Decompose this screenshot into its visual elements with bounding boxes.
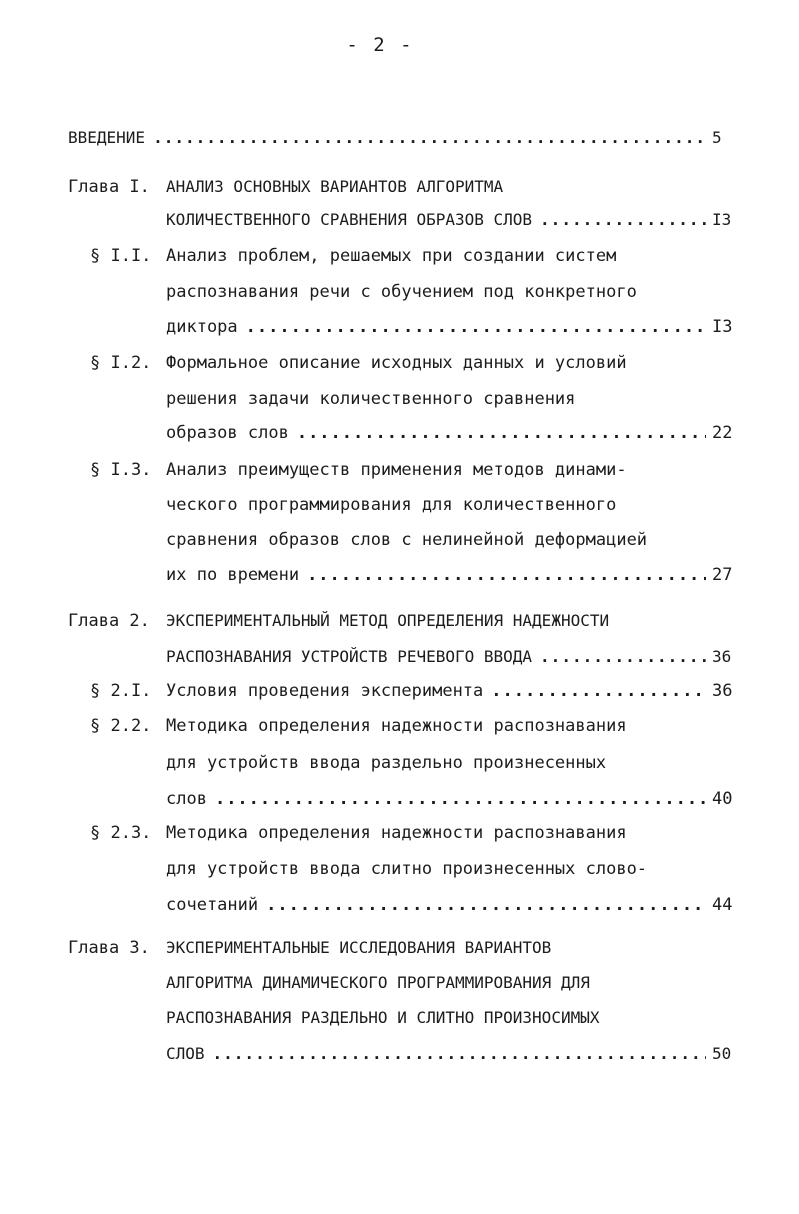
- toc-s23-line-3: сочетаний: [166, 895, 259, 915]
- toc-s13-page: 27: [712, 565, 733, 585]
- toc-ch2-title-line-2: РАСПОЗНАВАНИЯ УСТРОЙСТВ РЕЧЕВОГО ВВОДА: [166, 647, 533, 666]
- toc-entry-ch3: [166, 1041, 740, 1067]
- leader-dots: [540, 207, 706, 233]
- toc-s11-page: I3: [712, 317, 733, 337]
- leader-dots: [491, 678, 706, 704]
- toc-s12-line-1: Формальное описание исходных данных и условий: [166, 353, 627, 373]
- toc-s11-line-2: распознавания речи с обучением под конкретного: [166, 282, 637, 302]
- toc-s23-line-1: Методика определения надежности распознавания: [166, 823, 627, 843]
- toc-s13-line-4: их по времени: [166, 565, 300, 585]
- toc-s21-label: § 2.I.: [90, 681, 152, 701]
- toc-s22-line-3: слов: [166, 789, 207, 809]
- toc-entry-s12: [166, 420, 740, 446]
- toc-s21-page: 36: [712, 681, 733, 701]
- toc-ch2-label: Глава 2.: [68, 611, 150, 631]
- toc-s22-label: § 2.2.: [90, 716, 152, 736]
- toc-s13-line-3: сравнения образов слов с нелинейной деформацией: [166, 530, 648, 550]
- toc-entry-s11: [166, 314, 740, 340]
- toc-ch1-label: Глава I.: [68, 177, 150, 197]
- toc-s12-label: § I.2.: [90, 353, 152, 373]
- toc-entry-ch2: [166, 644, 740, 670]
- page-number: - 2 -: [346, 34, 414, 56]
- leader-dots: [297, 420, 706, 446]
- toc-s22-page: 40: [712, 789, 733, 809]
- toc-s21-line-1: Условия проведения эксперимента: [166, 681, 484, 701]
- toc-ch3-label: Глава 3.: [68, 938, 150, 958]
- toc-intro-title: ВВЕДЕНИЕ: [68, 128, 146, 147]
- toc-ch3-title-line-1: ЭКСПЕРИМЕНТАЛЬНЫЕ ИССЛЕДОВАНИЯ ВАРИАНТОВ: [166, 938, 552, 957]
- leader-dots: [266, 892, 706, 918]
- toc-s23-line-2: для устройств ввода слитно произнесенных слово-: [166, 859, 648, 879]
- toc-s23-page: 44: [712, 895, 733, 915]
- leader-dots: [215, 786, 706, 812]
- toc-ch1-title-line-1: АНАЛИЗ ОСНОВНЫХ ВАРИАНТОВ АЛГОРИТМА: [166, 177, 504, 196]
- toc-s11-label: § I.I.: [90, 246, 152, 266]
- toc-s22-line-2: для устройств ввода раздельно произнесенных: [166, 753, 607, 773]
- toc-entry-ch1: [166, 207, 740, 233]
- toc-s11-line-1: Анализ проблем, решаемых при создании систем: [166, 246, 617, 266]
- toc-s12-page: 22: [712, 423, 733, 443]
- toc-entry-s21: [166, 678, 740, 704]
- leader-dots: [246, 314, 706, 340]
- leader-dots: [307, 562, 706, 588]
- toc-ch1-page: I3: [712, 210, 732, 229]
- leader-dots: [213, 1041, 706, 1067]
- toc-s13-line-2: ческого программирования для количественного: [166, 495, 617, 515]
- toc-s22-line-1: Методика определения надежности распознавания: [166, 716, 627, 736]
- toc-ch2-title-line-1: ЭКСПЕРИМЕНТАЛЬНЫЙ МЕТОД ОПРЕДЕЛЕНИЯ НАДЕЖНОСТИ: [166, 611, 610, 630]
- toc-s11-line-3: диктора: [166, 317, 238, 337]
- toc-s12-line-2: решения задачи количественного сравнения: [166, 389, 576, 409]
- leader-dots: [540, 644, 706, 670]
- toc-ch3-title-line-2: АЛГОРИТМА ДИНАМИЧЕСКОГО ПРОГРАММИРОВАНИЯ ДЛЯ: [166, 973, 590, 992]
- toc-s12-line-3: образов слов: [166, 423, 289, 443]
- toc-ch2-page: 36: [712, 647, 732, 666]
- toc-s13-line-1: Анализ преимуществ применения методов динами-: [166, 460, 627, 480]
- toc-entry-s13: [166, 562, 740, 588]
- toc-s13-label: § I.3.: [90, 460, 152, 480]
- toc-entry-intro: [68, 125, 740, 151]
- toc-entry-s23: [166, 892, 740, 918]
- toc-ch3-title-line-3: РАСПОЗНАВАНИЯ РАЗДЕЛЬНО И СЛИТНО ПРОИЗНОСИМЫХ: [166, 1008, 600, 1027]
- toc-s23-label: § 2.3.: [90, 823, 152, 843]
- toc-entry-s22: [166, 786, 740, 812]
- toc-ch3-title-line-4: СЛОВ: [166, 1044, 205, 1063]
- leader-dots: [153, 125, 706, 151]
- toc-ch1-title-line-2: КОЛИЧЕСТВЕННОГО СРАВНЕНИЯ ОБРАЗОВ СЛОВ: [166, 210, 533, 229]
- toc-intro-page: 5: [712, 128, 722, 147]
- toc-ch3-page: 50: [712, 1044, 732, 1063]
